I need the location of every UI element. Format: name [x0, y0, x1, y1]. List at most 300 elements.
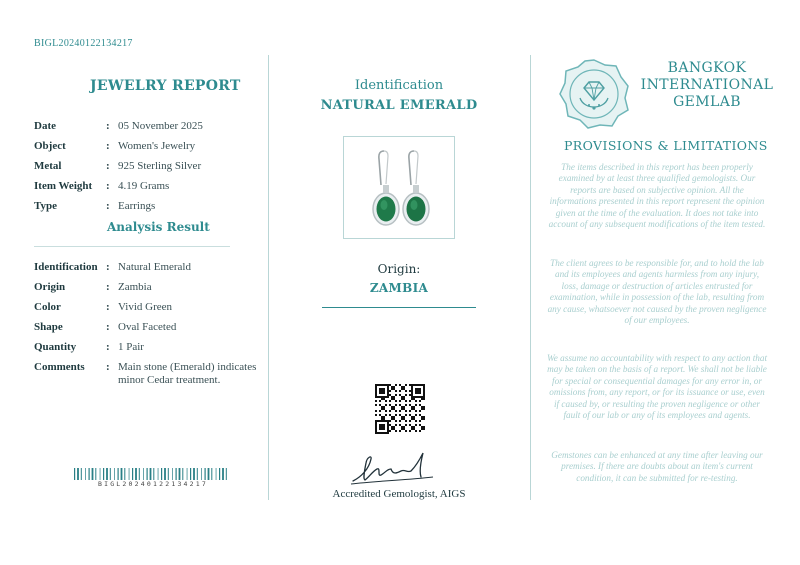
qr-module	[419, 410, 421, 412]
analysis-row-color	[34, 301, 172, 314]
analysis-colon: :	[106, 321, 110, 333]
identification-label: Identification	[354, 78, 444, 93]
qr-module	[403, 416, 405, 418]
qr-module	[391, 396, 393, 398]
qr-module	[393, 408, 395, 410]
qr-module	[405, 390, 407, 392]
qr-module	[403, 406, 405, 408]
qr-module	[401, 406, 403, 408]
qr-module	[377, 432, 379, 434]
barcode-bar	[197, 468, 198, 480]
qr-module	[383, 390, 385, 392]
qr-module	[417, 396, 419, 398]
qr-module	[391, 386, 393, 388]
qr-module	[419, 390, 421, 392]
qr-module	[379, 392, 381, 394]
qr-module	[423, 398, 425, 400]
qr-module	[387, 386, 389, 388]
analysis-key: Quantity	[34, 341, 77, 353]
qr-module	[421, 384, 423, 386]
qr-module	[423, 384, 425, 386]
qr-module	[423, 408, 425, 410]
barcode-bar	[187, 468, 188, 480]
identification-value: NATURAL EMERALD	[320, 98, 478, 113]
qr-module	[389, 420, 391, 422]
qr-module	[393, 428, 395, 430]
qr-module	[381, 424, 383, 426]
qr-module	[399, 414, 401, 416]
qr-module	[379, 400, 381, 402]
detail-value: 925 Sterling Silver	[118, 160, 202, 172]
barcode-bar	[81, 468, 82, 480]
qr-module	[391, 406, 393, 408]
qr-module	[387, 422, 389, 424]
qr-module	[405, 384, 407, 386]
qr-module	[405, 394, 407, 396]
qr-module	[381, 388, 383, 390]
qr-module	[411, 392, 413, 394]
qr-module	[375, 422, 377, 424]
qr-module	[401, 408, 403, 410]
qr-module	[423, 396, 425, 398]
qr-module	[409, 430, 411, 432]
qr-module	[389, 384, 391, 386]
qr-module	[409, 390, 411, 392]
qr-module	[415, 400, 417, 402]
qr-module	[409, 420, 411, 422]
analysis-value: 1 Pair	[118, 341, 144, 353]
qr-module	[375, 388, 377, 390]
barcode-bar	[139, 468, 140, 480]
barcode-bar	[205, 468, 206, 480]
barcode-bar	[158, 468, 159, 480]
qr-module	[385, 420, 387, 422]
barcode	[74, 468, 232, 480]
qr-module	[403, 426, 405, 428]
qr-module	[405, 424, 407, 426]
qr-module	[395, 410, 397, 412]
qr-module	[415, 424, 417, 426]
analysis-key: Color	[34, 301, 61, 313]
analysis-value: Main stone (Emerald) indicates minor Cedar treatment.	[118, 361, 257, 386]
qr-module	[421, 416, 423, 418]
qr-module	[379, 432, 381, 434]
qr-module	[421, 396, 423, 398]
barcode-bar	[92, 468, 94, 480]
lab-name-line: INTERNATIONAL	[640, 77, 774, 93]
barcode-bar	[161, 468, 162, 480]
qr-module	[413, 416, 415, 418]
column-divider	[530, 55, 531, 500]
earrings-photo	[343, 136, 455, 239]
qr-module	[419, 384, 421, 386]
barcode-bar	[85, 468, 86, 480]
qr-module	[389, 394, 391, 396]
qr-module	[399, 424, 401, 426]
barcode-bar	[211, 468, 212, 480]
barcode-bar	[219, 468, 220, 480]
detail-colon: :	[106, 200, 110, 212]
qr-module	[411, 386, 413, 388]
qr-module	[423, 406, 425, 408]
qr-module	[415, 392, 417, 394]
qr-module	[393, 406, 395, 408]
report-id: BIGL20240122134217	[34, 38, 133, 49]
analysis-colon: :	[106, 341, 110, 353]
qr-module	[375, 424, 377, 426]
qr-module	[381, 406, 383, 408]
analysis-colon: :	[106, 301, 110, 313]
barcode-bar	[164, 468, 166, 480]
qr-module	[383, 398, 385, 400]
qr-module	[415, 396, 417, 398]
qr-module	[401, 428, 403, 430]
detail-key: Object	[34, 140, 66, 152]
barcode-bar	[179, 468, 181, 480]
qr-module	[379, 390, 381, 392]
analysis-divider	[34, 246, 230, 247]
qr-module	[421, 428, 423, 430]
qr-module	[381, 426, 383, 428]
qr-module	[405, 420, 407, 422]
qr-module	[387, 420, 389, 422]
qr-module	[391, 398, 393, 400]
qr-module	[375, 394, 377, 396]
qr-module	[403, 386, 405, 388]
qr-module	[421, 406, 423, 408]
barcode-bar	[118, 468, 119, 480]
qr-module	[409, 404, 411, 406]
qr-module	[379, 426, 381, 428]
barcode-bar	[176, 468, 177, 480]
qr-module	[423, 426, 425, 428]
qr-module	[389, 424, 391, 426]
qr-module	[417, 392, 419, 394]
provisions-paragraph: We assume no accountability with respect to any action that may be taken on the basis of a report. We shall not be liable for special or consequential damages for any error in, or omissions from, any report, or for its issuance or use, even if caused by, or resulting the proven negligence or other fault of our lab or any of its employees and agents.	[546, 353, 768, 421]
barcode-bar	[172, 468, 173, 480]
qr-code	[375, 384, 425, 434]
qr-module	[387, 394, 389, 396]
qr-module	[387, 430, 389, 432]
qr-module	[393, 386, 395, 388]
gemologist-caption: Accredited Gemologist, AIGS	[332, 488, 466, 500]
qr-module	[389, 414, 391, 416]
qr-module	[383, 418, 385, 420]
qr-module	[389, 390, 391, 392]
qr-module	[415, 404, 417, 406]
analysis-row-identification	[34, 261, 191, 274]
qr-module	[419, 420, 421, 422]
qr-module	[375, 432, 377, 434]
qr-module	[381, 408, 383, 410]
qr-module	[399, 394, 401, 396]
qr-module	[391, 388, 393, 390]
qr-module	[415, 414, 417, 416]
qr-module	[413, 418, 415, 420]
detail-key: Item Weight	[34, 180, 93, 192]
qr-module	[381, 418, 383, 420]
qr-module	[381, 428, 383, 430]
analysis-key: Shape	[34, 321, 63, 333]
qr-module	[423, 394, 425, 396]
qr-module	[419, 404, 421, 406]
barcode-bar	[124, 468, 125, 480]
qr-module	[387, 432, 389, 434]
lab-name	[637, 60, 777, 111]
qr-module	[405, 400, 407, 402]
qr-module	[413, 396, 415, 398]
qr-module	[395, 394, 397, 396]
qr-module	[379, 388, 381, 390]
qr-module	[411, 416, 413, 418]
qr-module	[395, 390, 397, 392]
qr-module	[401, 418, 403, 420]
analysis-colon: :	[106, 361, 110, 373]
qr-module	[395, 414, 397, 416]
qr-module	[403, 418, 405, 420]
qr-module	[379, 424, 381, 426]
qr-module	[389, 410, 391, 412]
qr-module	[387, 384, 389, 386]
qr-module	[395, 420, 397, 422]
qr-module	[385, 410, 387, 412]
qr-module	[415, 388, 417, 390]
analysis-key: Identification	[34, 261, 98, 273]
qr-module	[401, 388, 403, 390]
qr-module	[379, 420, 381, 422]
qr-module	[395, 424, 397, 426]
analysis-row-origin	[34, 281, 152, 294]
qr-module	[381, 432, 383, 434]
qr-module	[411, 428, 413, 430]
qr-module	[391, 418, 393, 420]
qr-module	[415, 384, 417, 386]
qr-module	[375, 386, 377, 388]
qr-module	[381, 398, 383, 400]
qr-module	[399, 410, 401, 412]
qr-module	[387, 388, 389, 390]
qr-module	[375, 420, 377, 422]
qr-module	[393, 416, 395, 418]
qr-module	[391, 428, 393, 430]
qr-module	[383, 408, 385, 410]
provisions-paragraph: The items described in this report has been properly examined by at least three qualified gemologists. Our reports are based on subjective opinion. All the informations presented in this report represent the opinion given at the time of the evaluation. It does not take into account of any subsequent modifications of the item tested.	[548, 162, 766, 230]
qr-module	[411, 418, 413, 420]
qr-module	[411, 398, 413, 400]
lab-logo-icon	[558, 58, 630, 130]
qr-module	[377, 396, 379, 398]
qr-module	[393, 396, 395, 398]
detail-key: Metal	[34, 160, 62, 172]
qr-module	[381, 420, 383, 422]
barcode-bar	[103, 468, 104, 480]
barcode-bar	[226, 468, 227, 480]
analysis-value: Oval Faceted	[118, 321, 177, 333]
qr-module	[375, 430, 377, 432]
qr-module	[419, 392, 421, 394]
qr-module	[399, 384, 401, 386]
origin-divider	[322, 307, 476, 308]
barcode-bar	[182, 468, 183, 480]
detail-colon: :	[106, 140, 110, 152]
analysis-colon: :	[106, 281, 110, 293]
qr-module	[375, 428, 377, 430]
provisions-title: PROVISIONS & LIMITATIONS	[564, 138, 768, 153]
detail-value: 4.19 Grams	[118, 180, 170, 192]
barcode-bar	[168, 468, 169, 480]
barcode-bar	[129, 468, 130, 480]
detail-row-weight	[34, 180, 169, 193]
qr-module	[385, 432, 387, 434]
qr-module	[391, 416, 393, 418]
origin-label: Origin:	[377, 262, 421, 276]
qr-module	[401, 386, 403, 388]
analysis-colon: :	[106, 261, 110, 273]
qr-module	[401, 426, 403, 428]
qr-module	[417, 390, 419, 392]
qr-module	[405, 430, 407, 432]
qr-module	[379, 384, 381, 386]
qr-module	[399, 400, 401, 402]
barcode-bar	[74, 468, 75, 480]
qr-module	[375, 410, 377, 412]
barcode-bar	[190, 468, 191, 480]
qr-module	[375, 426, 377, 428]
barcode-bar	[100, 468, 101, 480]
qr-module	[409, 394, 411, 396]
qr-module	[383, 396, 385, 398]
qr-module	[423, 392, 425, 394]
qr-module	[375, 396, 377, 398]
qr-module	[385, 400, 387, 402]
qr-module	[419, 424, 421, 426]
qr-module	[417, 388, 419, 390]
qr-module	[389, 404, 391, 406]
qr-module	[381, 390, 383, 392]
qr-module	[393, 388, 395, 390]
qr-module	[411, 408, 413, 410]
qr-module	[411, 388, 413, 390]
qr-module	[377, 420, 379, 422]
barcode-bar	[222, 468, 224, 480]
barcode-bar	[143, 468, 144, 480]
detail-value: Earrings	[118, 200, 156, 212]
qr-module	[415, 410, 417, 412]
qr-module	[393, 398, 395, 400]
barcode-bar	[147, 468, 148, 480]
qr-module	[409, 400, 411, 402]
qr-module	[393, 426, 395, 428]
qr-module	[375, 400, 377, 402]
qr-module	[409, 414, 411, 416]
barcode-bar	[89, 468, 90, 480]
qr-module	[377, 384, 379, 386]
detail-colon: :	[106, 160, 110, 172]
qr-module	[387, 390, 389, 392]
detail-colon: :	[106, 120, 110, 132]
qr-module	[383, 426, 385, 428]
barcode-bar	[208, 468, 210, 480]
qr-module	[385, 396, 387, 398]
qr-module	[419, 400, 421, 402]
qr-module	[413, 428, 415, 430]
qr-module	[399, 430, 401, 432]
qr-module	[379, 428, 381, 430]
analysis-row-comments	[34, 361, 258, 387]
qr-module	[375, 392, 377, 394]
qr-module	[423, 386, 425, 388]
qr-module	[383, 416, 385, 418]
barcode-text: BIGL20240122134217	[97, 480, 209, 488]
qr-module	[399, 404, 401, 406]
detail-key: Date	[34, 120, 56, 132]
qr-module	[419, 430, 421, 432]
qr-module	[403, 408, 405, 410]
qr-module	[385, 414, 387, 416]
qr-module	[395, 400, 397, 402]
qr-module	[379, 414, 381, 416]
qr-module	[383, 428, 385, 430]
detail-value: 05 November 2025	[118, 120, 203, 132]
qr-module	[419, 388, 421, 390]
lab-name-line: GEMLAB	[673, 94, 741, 110]
barcode-bar	[150, 468, 152, 480]
analysis-key: Origin	[34, 281, 66, 293]
qr-module	[383, 384, 385, 386]
qr-module	[381, 416, 383, 418]
qr-module	[411, 426, 413, 428]
qr-module	[421, 398, 423, 400]
qr-module	[417, 384, 419, 386]
qr-module	[403, 428, 405, 430]
qr-module	[405, 410, 407, 412]
analysis-heading: Analysis Result	[107, 220, 210, 234]
qr-module	[403, 396, 405, 398]
barcode-bar	[121, 468, 123, 480]
qr-module	[383, 406, 385, 408]
qr-module	[423, 416, 425, 418]
qr-module	[399, 390, 401, 392]
barcode-bar	[193, 468, 195, 480]
report-title: JEWELRY REPORT	[90, 78, 241, 94]
qr-module	[375, 384, 377, 386]
barcode-bar	[77, 468, 79, 480]
qr-module	[413, 384, 415, 386]
qr-module	[395, 430, 397, 432]
qr-module	[411, 390, 413, 392]
detail-value: Women's Jewelry	[118, 140, 196, 152]
qr-module	[393, 418, 395, 420]
detail-row-date	[34, 120, 203, 133]
provisions-paragraph: Gemstones can be enhanced at any time after leaving our premises. If there are doubts about an item's current condition, it can be submitted for re-testing.	[551, 450, 763, 483]
detail-row-metal	[34, 160, 201, 173]
barcode-bar	[153, 468, 154, 480]
qr-module	[415, 420, 417, 422]
qr-module	[381, 396, 383, 398]
qr-module	[411, 384, 413, 386]
qr-module	[387, 396, 389, 398]
detail-key: Type	[34, 200, 58, 212]
analysis-row-shape	[34, 321, 176, 334]
qr-module	[401, 398, 403, 400]
qr-module	[413, 398, 415, 400]
qr-module	[409, 410, 411, 412]
qr-module	[405, 404, 407, 406]
barcode-bar	[132, 468, 133, 480]
qr-module	[391, 426, 393, 428]
qr-module	[383, 424, 385, 426]
qr-module	[409, 424, 411, 426]
